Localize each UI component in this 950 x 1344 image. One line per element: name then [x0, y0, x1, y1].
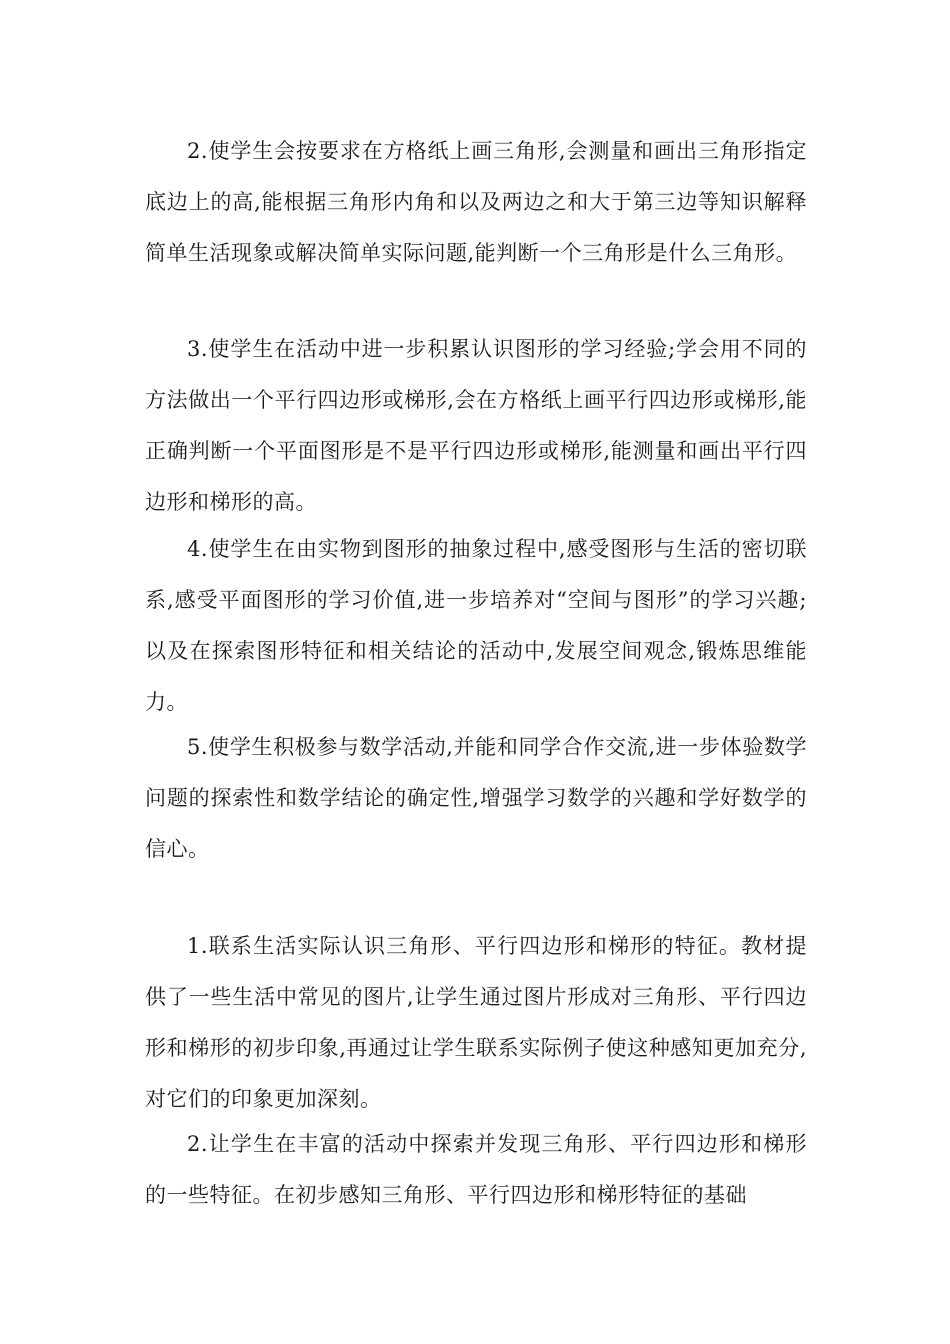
paragraph-objective-5: 5.使学生积极参与数学活动,并能和同学合作交流,进一步体验数学问题的探索性和数学结论的确定性,增强学习数学的兴趣和学好数学的信心。: [145, 735, 807, 861]
paragraph-feature-2: 2.让学生在丰富的活动中探索并发现三角形、平行四边形和梯形的一些特征。在初步感知三角形、平行四边形和梯形特征的基础: [145, 1132, 807, 1207]
paragraph-objective-4: 4.使学生在由实物到图形的抽象过程中,感受图形与生活的密切联系,感受平面图形的学习价值,进一步培养对“空间与图形”的学习兴趣;以及在探索图形特征和相关结论的活动中,发展空间观念,锻炼思维能力。: [145, 537, 807, 714]
paragraph-objective-3: 3.使学生在活动中进一步积累认识图形的学习经验;学会用不同的方法做出一个平行四边形或梯形,会在方格纸上画平行四边形或梯形,能正确判断一个平面图形是不是平行四边形或梯形,能测量和画出平行四边形和梯形的高。: [145, 337, 807, 514]
paragraph-objective-2: 2.使学生会按要求在方格纸上画三角形,会测量和画出三角形指定底边上的高,能根据三角形内角和以及两边之和大于第三边等知识解释简单生活现象或解决简单实际问题,能判断一个三角形是什么三角形。: [145, 139, 807, 265]
paragraph-feature-1: 1.联系生活实际认识三角形、平行四边形和梯形的特征。教材提供了一些生活中常见的图片,让学生通过图片形成对三角形、平行四边形和梯形的初步印象,再通过让学生联系实际例子使这种感知更加充分,对它们的印象更加深刻。: [145, 934, 807, 1111]
